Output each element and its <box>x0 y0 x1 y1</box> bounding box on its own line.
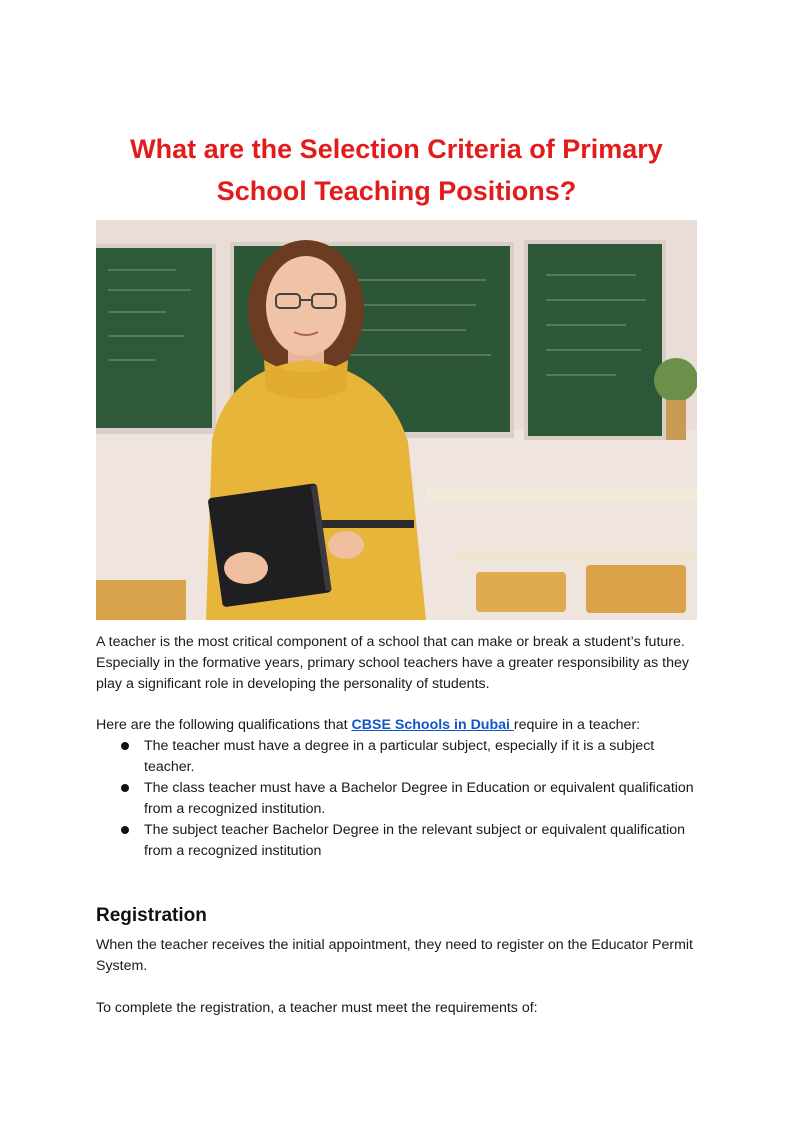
cbse-schools-link[interactable]: CBSE Schools in Dubai <box>351 717 514 733</box>
qualifications-lead-after: require in a teacher: <box>513 717 641 733</box>
list-item-text: The subject teacher Bachelor Degree in the relevant subject or equivalent qualification from a recognized institution <box>144 822 686 859</box>
bullet-icon <box>121 784 129 792</box>
list-item <box>96 736 696 778</box>
requirements-paragraph: To complete the registration, a teacher must meet the requirements of: <box>96 1000 538 1016</box>
qualifications-lead <box>96 715 696 736</box>
list-item-text: The teacher must have a degree in a particular subject, especially if it is a subject teacher. <box>144 738 655 775</box>
registration-paragraph: When the teacher receives the initial appointment, they need to register on the Educator Permit System. <box>96 937 693 974</box>
registration-heading: Registration <box>96 905 207 926</box>
list-item-text: The class teacher must have a Bachelor Degree in Education or equivalent qualification from a recognized institution. <box>144 780 694 817</box>
bullet-icon <box>121 742 129 750</box>
intro-paragraph: A teacher is the most critical component of a school that can make or break a student’s future. Especially in the formative years, primary school teachers have a greater responsibility as they play a significant role in developing the personality of students. <box>96 634 689 692</box>
bullet-icon <box>121 826 129 834</box>
list-item <box>96 778 696 820</box>
page-title: What are the Selection Criteria of Primary School Teaching Positions? <box>130 134 663 206</box>
teacher-photo-icon <box>96 220 697 620</box>
qualifications-lead-before: Here are the following qualifications that <box>96 717 352 733</box>
teacher-photo <box>96 220 697 620</box>
list-item <box>96 820 696 862</box>
qualifications-list <box>96 736 696 862</box>
